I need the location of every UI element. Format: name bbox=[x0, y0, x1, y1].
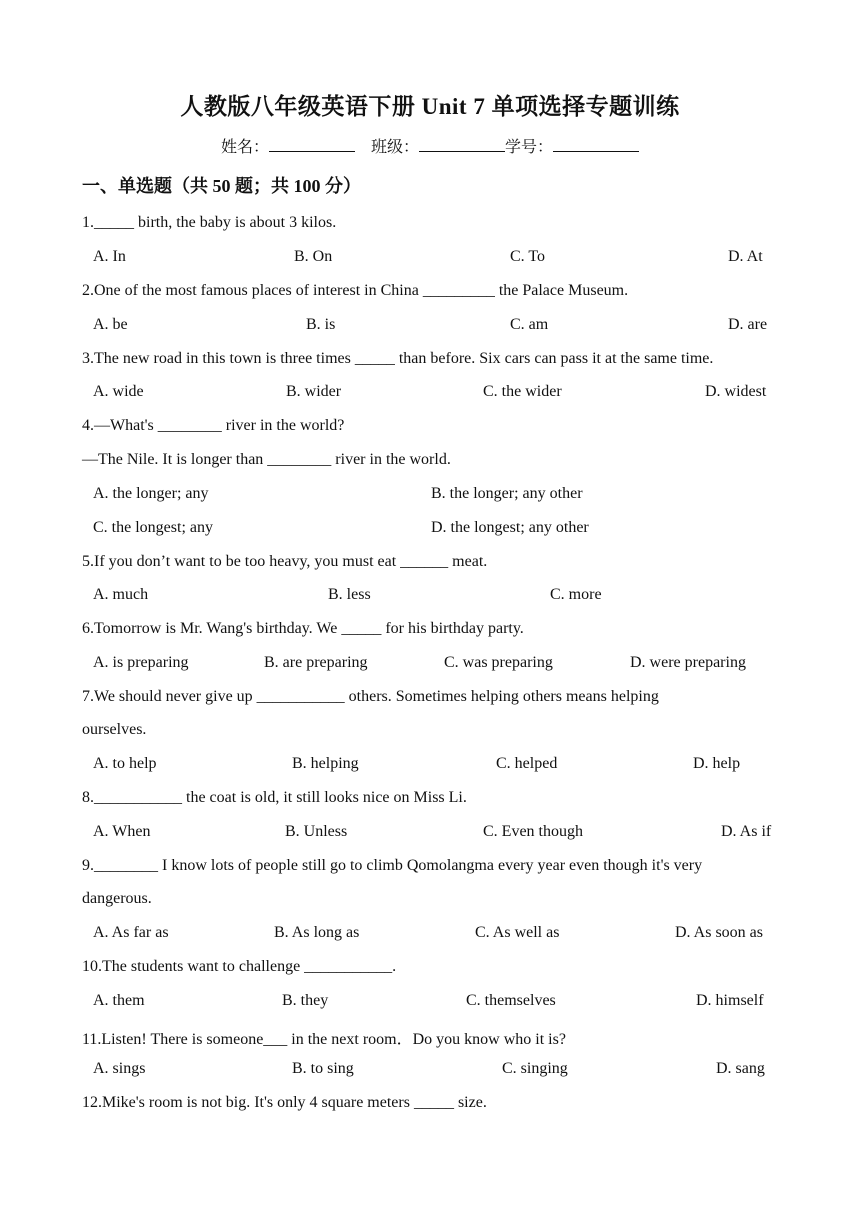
option-a: A. them bbox=[93, 992, 145, 1009]
question-stem-continued: dangerous. bbox=[82, 890, 152, 907]
name-label: 姓名： bbox=[220, 139, 269, 156]
option-c: C. singing bbox=[502, 1060, 568, 1077]
option-d: D. himself bbox=[696, 992, 764, 1009]
option-a: A. the longer; any bbox=[93, 485, 209, 502]
option-a: A. In bbox=[93, 248, 126, 265]
option-d: D. widest bbox=[705, 383, 767, 400]
option-a: A. is preparing bbox=[93, 654, 189, 671]
question-stem: 4.—What's ________ river in the world? bbox=[82, 417, 345, 434]
question-stem: 8.___________ the coat is old, it still looks nice on Miss Li. bbox=[82, 789, 467, 806]
question-stem-continued: ourselves. bbox=[82, 721, 147, 738]
option-a: A. be bbox=[93, 316, 128, 333]
question-stem: 10.The students want to challenge ___________. bbox=[82, 958, 397, 975]
student-info-row bbox=[0, 134, 860, 157]
worksheet-title: 人教版八年级英语下册 Unit 7 单项选择专题训练 bbox=[180, 94, 680, 119]
question-stem-continued: —The Nile. It is longer than ________ river in the world. bbox=[82, 451, 451, 468]
question-stem: 11.Listen! There is someone___ in the next room．Do you know who it is? bbox=[82, 1031, 566, 1048]
number-label: 学号： bbox=[505, 139, 554, 156]
question-stem: 3.The new road in this town is three times _____ than before. Six cars can pass it at the same time. bbox=[82, 350, 714, 367]
question-stem: 1._____ birth, the baby is about 3 kilos. bbox=[82, 214, 337, 231]
option-a: A. wide bbox=[93, 383, 144, 400]
option-d: D. As if bbox=[721, 823, 772, 840]
option-c: C. am bbox=[510, 316, 549, 333]
option-b: B. is bbox=[306, 316, 336, 333]
option-c: C. was preparing bbox=[444, 654, 553, 671]
question-stem: 5.If you don’t want to be too heavy, you must eat ______ meat. bbox=[82, 553, 488, 570]
option-c: C. the longest; any bbox=[93, 519, 213, 536]
option-d: D. At bbox=[728, 248, 763, 265]
option-a: A. much bbox=[93, 586, 149, 603]
option-c: C. Even though bbox=[483, 823, 583, 840]
option-b: B. less bbox=[328, 586, 371, 603]
option-b: B. On bbox=[294, 248, 333, 265]
question-stem: 7.We should never give up ___________ others. Sometimes helping others means helping bbox=[82, 688, 659, 705]
option-d: D. are bbox=[728, 316, 768, 333]
option-d: D. the longest; any other bbox=[431, 519, 589, 536]
option-d: D. As soon as bbox=[675, 924, 764, 941]
option-d: D. sang bbox=[716, 1060, 765, 1077]
question-stem: 9.________ I know lots of people still go to climb Qomolangma every year even though it's very bbox=[82, 857, 703, 874]
option-b: B. are preparing bbox=[264, 654, 368, 671]
option-c: C. the wider bbox=[483, 383, 562, 400]
option-a: A. When bbox=[93, 823, 151, 840]
number-blank bbox=[553, 137, 639, 152]
question-stem: 6.Tomorrow is Mr. Wang's birthday. We _____ for his birthday party. bbox=[82, 620, 524, 637]
option-b: B. helping bbox=[292, 755, 359, 772]
option-a: A. sings bbox=[93, 1060, 146, 1077]
name-blank bbox=[269, 137, 355, 152]
option-c: C. As well as bbox=[475, 924, 560, 941]
option-a: A. to help bbox=[93, 755, 157, 772]
option-b: B. to sing bbox=[292, 1060, 354, 1077]
section-heading: 一、单选题（共 50 题；共 100 分） bbox=[82, 176, 361, 196]
option-c: C. more bbox=[550, 586, 602, 603]
option-b: B. As long as bbox=[274, 924, 360, 941]
option-b: B. Unless bbox=[285, 823, 348, 840]
question-stem: 12.Mike's room is not big. It's only 4 square meters _____ size. bbox=[82, 1094, 487, 1111]
option-c: C. To bbox=[510, 248, 546, 265]
question-stem: 2.One of the most famous places of interest in China _________ the Palace Museum. bbox=[82, 282, 629, 299]
option-a: A. As far as bbox=[93, 924, 169, 941]
option-d: D. help bbox=[693, 755, 741, 772]
class-blank bbox=[419, 137, 505, 152]
option-b: B. the longer; any other bbox=[431, 485, 583, 502]
class-label: 班级： bbox=[370, 139, 419, 156]
option-c: C. themselves bbox=[466, 992, 556, 1009]
option-b: B. they bbox=[282, 992, 329, 1009]
option-b: B. wider bbox=[286, 383, 342, 400]
option-d: D. were preparing bbox=[630, 654, 746, 671]
option-c: C. helped bbox=[496, 755, 558, 772]
